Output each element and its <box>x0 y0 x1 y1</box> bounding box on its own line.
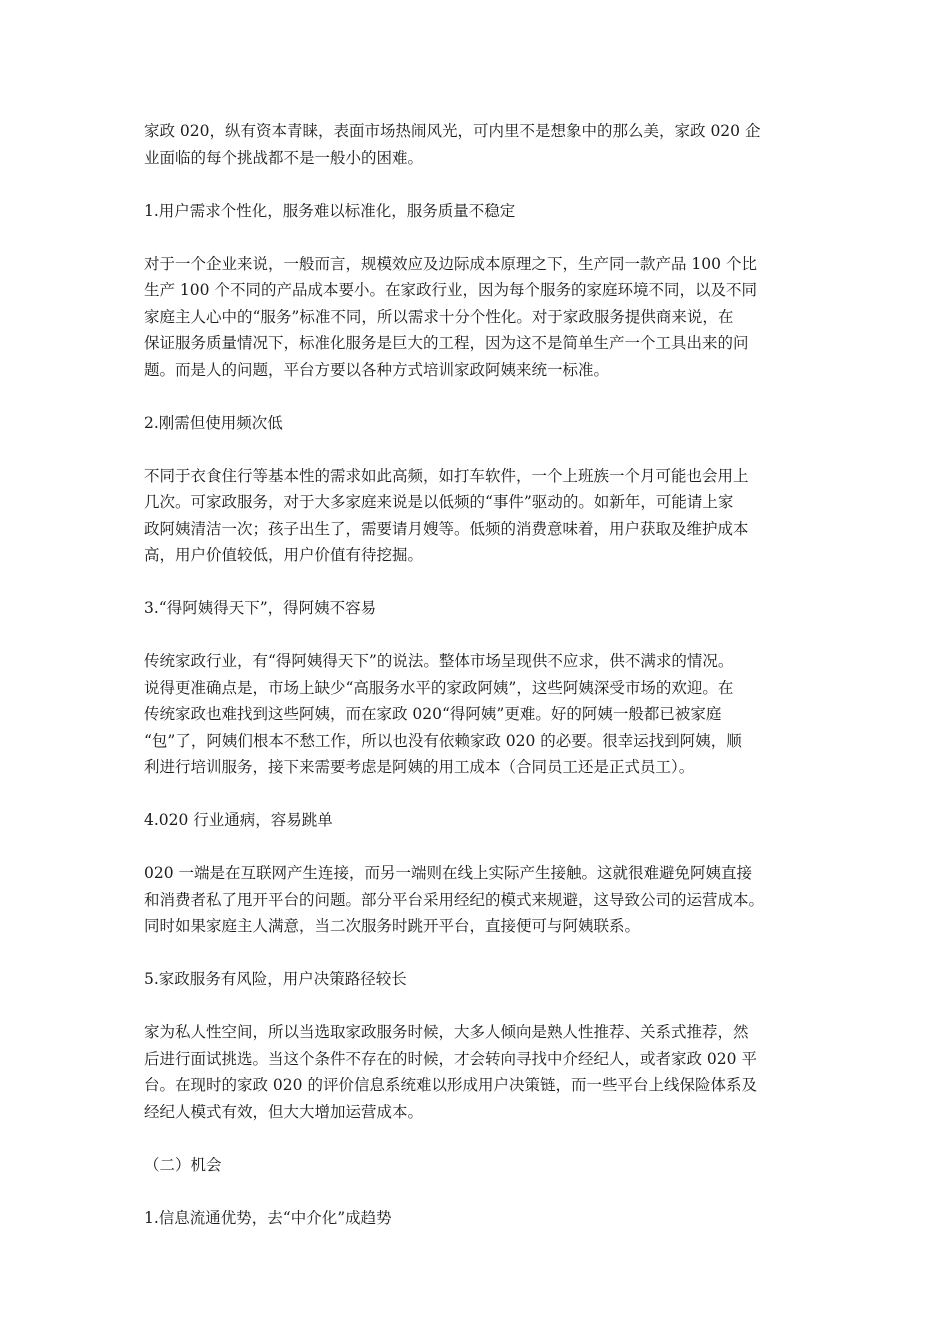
text-line: 业面临的每个挑战都不是一般小的困难。 <box>144 148 424 167</box>
text-line: 高，用户价值较低，用户价值有待挖掘。 <box>144 546 424 564</box>
text-line: 台。在现时的家政 020 的评价信息系统难以形成用户决策链，而一些平台上线保险体系及 <box>144 1076 757 1094</box>
text-line: 家为私人性空间，所以当选取家政服务时候，大多人倾向是熟人性推荐、关系式推荐，然 <box>144 1023 749 1041</box>
section-paragraph-5 <box>144 1019 824 1125</box>
text-line: 同时如果家庭主人满意，当二次服务时跳开平台，直接便可与阿姨联系。 <box>144 917 641 935</box>
text-line: 经纪人模式有效，但大大增加运营成本。 <box>144 1102 424 1121</box>
text-line: 家庭主人心中的“服务”标准不同，所以需求十分个性化。对于家政服务提供商来说，在 <box>144 307 734 326</box>
document-body <box>144 118 824 1231</box>
section-heading-2: 2.刚需但使用频次低 <box>144 413 283 432</box>
section-two-title: （二）机会 <box>144 1155 222 1174</box>
opportunity-heading-1: 1.信息流通优势，去“中介化”成趋势 <box>144 1208 392 1227</box>
text-line: 不同于衣食住行等基本性的需求如此高频，如打车软件，一个上班族一个月可能也会用上 <box>144 466 749 485</box>
text-line: 保证服务质量情况下，标准化服务是巨大的工程，因为这不是简单生产一个工具出来的问 <box>144 334 749 352</box>
section-paragraph-2 <box>144 463 824 569</box>
section-paragraph-3 <box>144 648 824 781</box>
text-line: 和消费者私了甩开平台的问题。部分平台采用经纪的模式来规避，这导致公司的运营成本。 <box>144 890 765 909</box>
text-line: 几次。可家政服务，对于大多家庭来说是以低频的“事件”驱动的。如新年，可能请上家 <box>144 493 734 511</box>
text-line: “包”了，阿姨们根本不愁工作，所以也没有依赖家政 020 的必要。很幸运找到阿姨，顺 <box>144 731 742 750</box>
text-line: 利进行培训服务，接下来需要考虑是阿姨的用工成本（合同员工还是正式员工）。 <box>144 758 695 776</box>
section-paragraph-1 <box>144 251 824 384</box>
section-heading-3: 3.“得阿姨得天下”，得阿姨不容易 <box>144 599 377 617</box>
section-heading-4: 4.020 行业通病，容易跳单 <box>144 811 333 829</box>
text-line: 家政 020，纵有资本青睐，表面市场热闹风光，可内里不是想象中的那么美，家政 020 企 <box>144 122 761 140</box>
text-line: 传统家政也难找到这些阿姨，而在家政 020“得阿姨”更难。好的阿姨一般都已被家庭 <box>144 705 722 723</box>
text-line: 生产 100 个不同的产品成本要小。在家政行业，因为每个服务的家庭环境不同，以及不同 <box>144 281 757 299</box>
text-line: 后进行面试挑选。当这个条件不存在的时候，才会转向寻找中介经纪人，或者家政 020 平 <box>144 1049 757 1068</box>
text-line: 题。而是人的问题，平台方要以各种方式培训家政阿姨来统一标准。 <box>144 360 610 379</box>
section-heading-5: 5.家政服务有风险，用户决策路径较长 <box>144 970 407 988</box>
section-heading-1: 1.用户需求个性化，服务难以标准化，服务质量不稳定 <box>144 201 516 220</box>
text-line: 对于一个企业来说，一般而言，规模效应及边际成本原理之下，生产同一款产品 100 个比 <box>144 254 757 273</box>
text-line: 020 一端是在互联网产生连接，而另一端则在线上实际产生接触。这就很难避免阿姨直接 <box>144 864 753 882</box>
intro-paragraph <box>144 118 824 171</box>
text-line: 说得更准确点是，市场上缺少“高服务水平的家政阿姨”，这些阿姨深受市场的欢迎。在 <box>144 678 734 697</box>
text-line: 传统家政行业，有“得阿姨得天下”的说法。整体市场呈现供不应求，供不满求的情况。 <box>144 652 734 670</box>
section-paragraph-4 <box>144 860 824 940</box>
text-line: 政阿姨清洁一次；孩子出生了，需要请月嫂等。低频的消费意味着，用户获取及维护成本 <box>144 519 749 538</box>
